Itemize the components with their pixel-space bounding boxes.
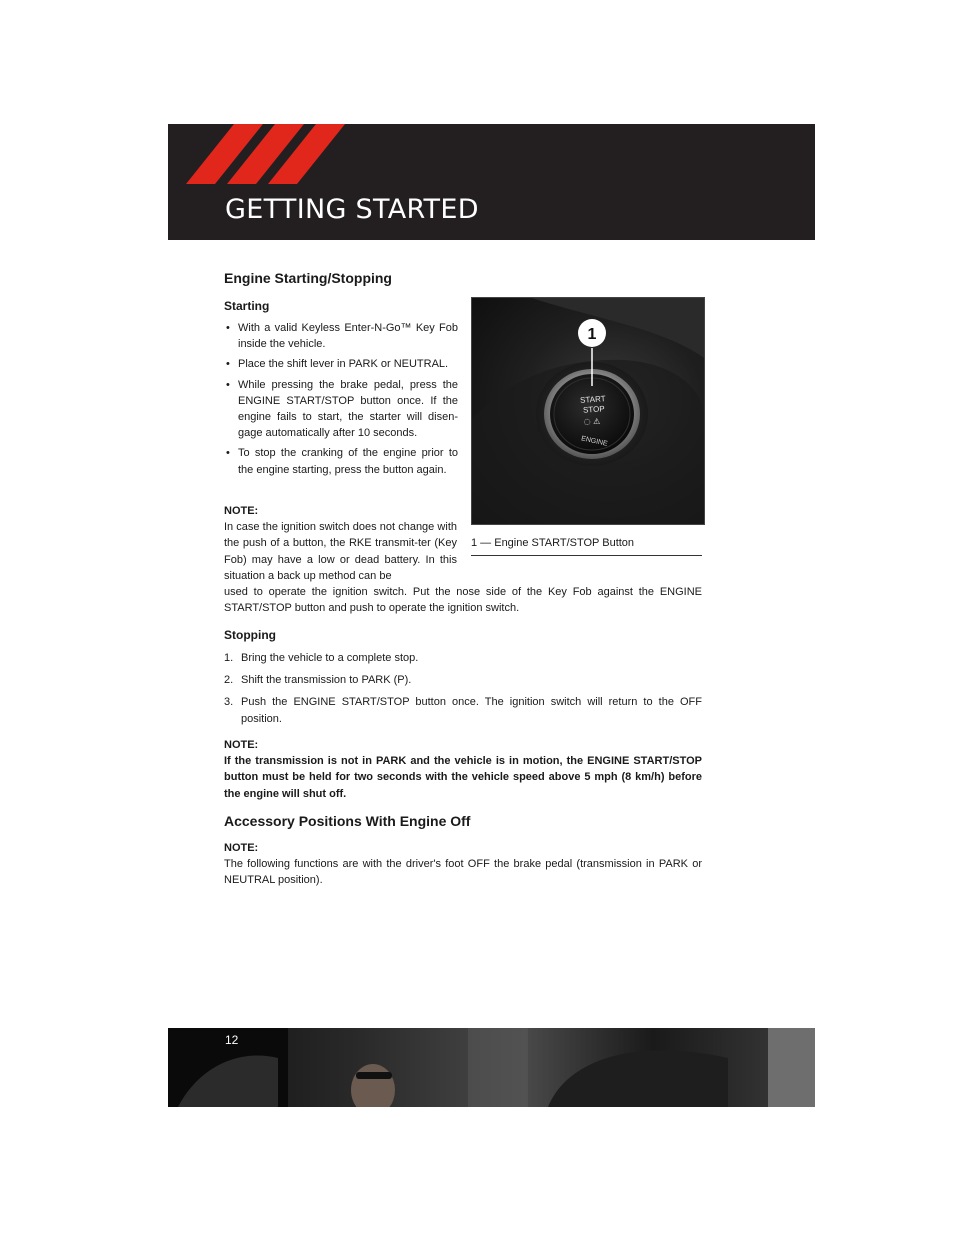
- list-item: • Place the shift lever in PARK or NEUTRAL.: [224, 356, 458, 372]
- note-label: NOTE:: [224, 505, 259, 517]
- note-text-bold: If the transmission is not in PARK and the vehicle is in motion, the ENGINE START/STOP button must be held for two seconds with the vehicle speed above 5 mph (8 km/h) before the engine will shut off.: [224, 755, 702, 800]
- list-item: 1. Bring the vehicle to a complete stop.: [224, 652, 419, 664]
- button-start-label: START: [579, 394, 606, 405]
- figure-caption: 1 — Engine START/STOP Button: [471, 535, 702, 556]
- list-item: • With a valid Keyless Enter-N-Go™ Key Fob inside the vehicle.: [224, 320, 458, 352]
- driver-photo-image: [168, 1028, 815, 1107]
- footer-photo-band: [168, 1028, 815, 1107]
- button-engine-label: ENGINE: [580, 435, 609, 448]
- note-text: In case the ignition switch does not change with the push of a button, the RKE transmit-ter (Key Fob) may have a low or dead battery. In this situation a back up method can be: [224, 521, 457, 583]
- callout-number: 1: [587, 326, 597, 343]
- list-item: • While pressing the brake pedal, press the ENGINE START/STOP button once. If the engine fails to start, the starter will disen-gage automatically after 10 seconds.: [224, 377, 458, 442]
- subheading-starting: Starting: [224, 299, 270, 313]
- start-stop-button-photo: [471, 297, 705, 525]
- stopping-list: [224, 650, 702, 733]
- subheading-stopping: Stopping: [224, 628, 276, 642]
- note-text: The following functions are with the driver's foot OFF the brake pedal (transmission in PARK or NEUTRAL position).: [224, 858, 702, 887]
- note-text-continued: used to operate the ignition switch. Put the nose side of the Key Fob against the ENGINE START/STOP button and push to operate the ignition switch.: [224, 586, 702, 615]
- note-label: NOTE:: [224, 842, 259, 854]
- section-heading-engine: Engine Starting/Stopping: [224, 270, 392, 286]
- page-number: 12: [225, 1033, 239, 1047]
- button-stop-label: STOP: [582, 404, 605, 415]
- section-heading-accessory: Accessory Positions With Engine Off: [224, 813, 471, 829]
- starting-list: [224, 320, 458, 482]
- header-banner: [168, 124, 815, 240]
- ignition-button-image: [472, 298, 704, 524]
- list-item: 3. Push the ENGINE START/STOP button once. The ignition switch will return to the OFF position.: [224, 696, 702, 725]
- list-item: • To stop the cranking of the engine prior to the engine starting, press the button again.: [224, 445, 458, 477]
- brand-stripes-icon: [168, 124, 368, 186]
- page-title: GETTING STARTED: [225, 194, 479, 225]
- list-item: 2. Shift the transmission to PARK (P).: [224, 674, 412, 687]
- note-label: NOTE:: [224, 739, 259, 751]
- svg-text:◌ ⚠: ◌ ⚠: [583, 417, 601, 426]
